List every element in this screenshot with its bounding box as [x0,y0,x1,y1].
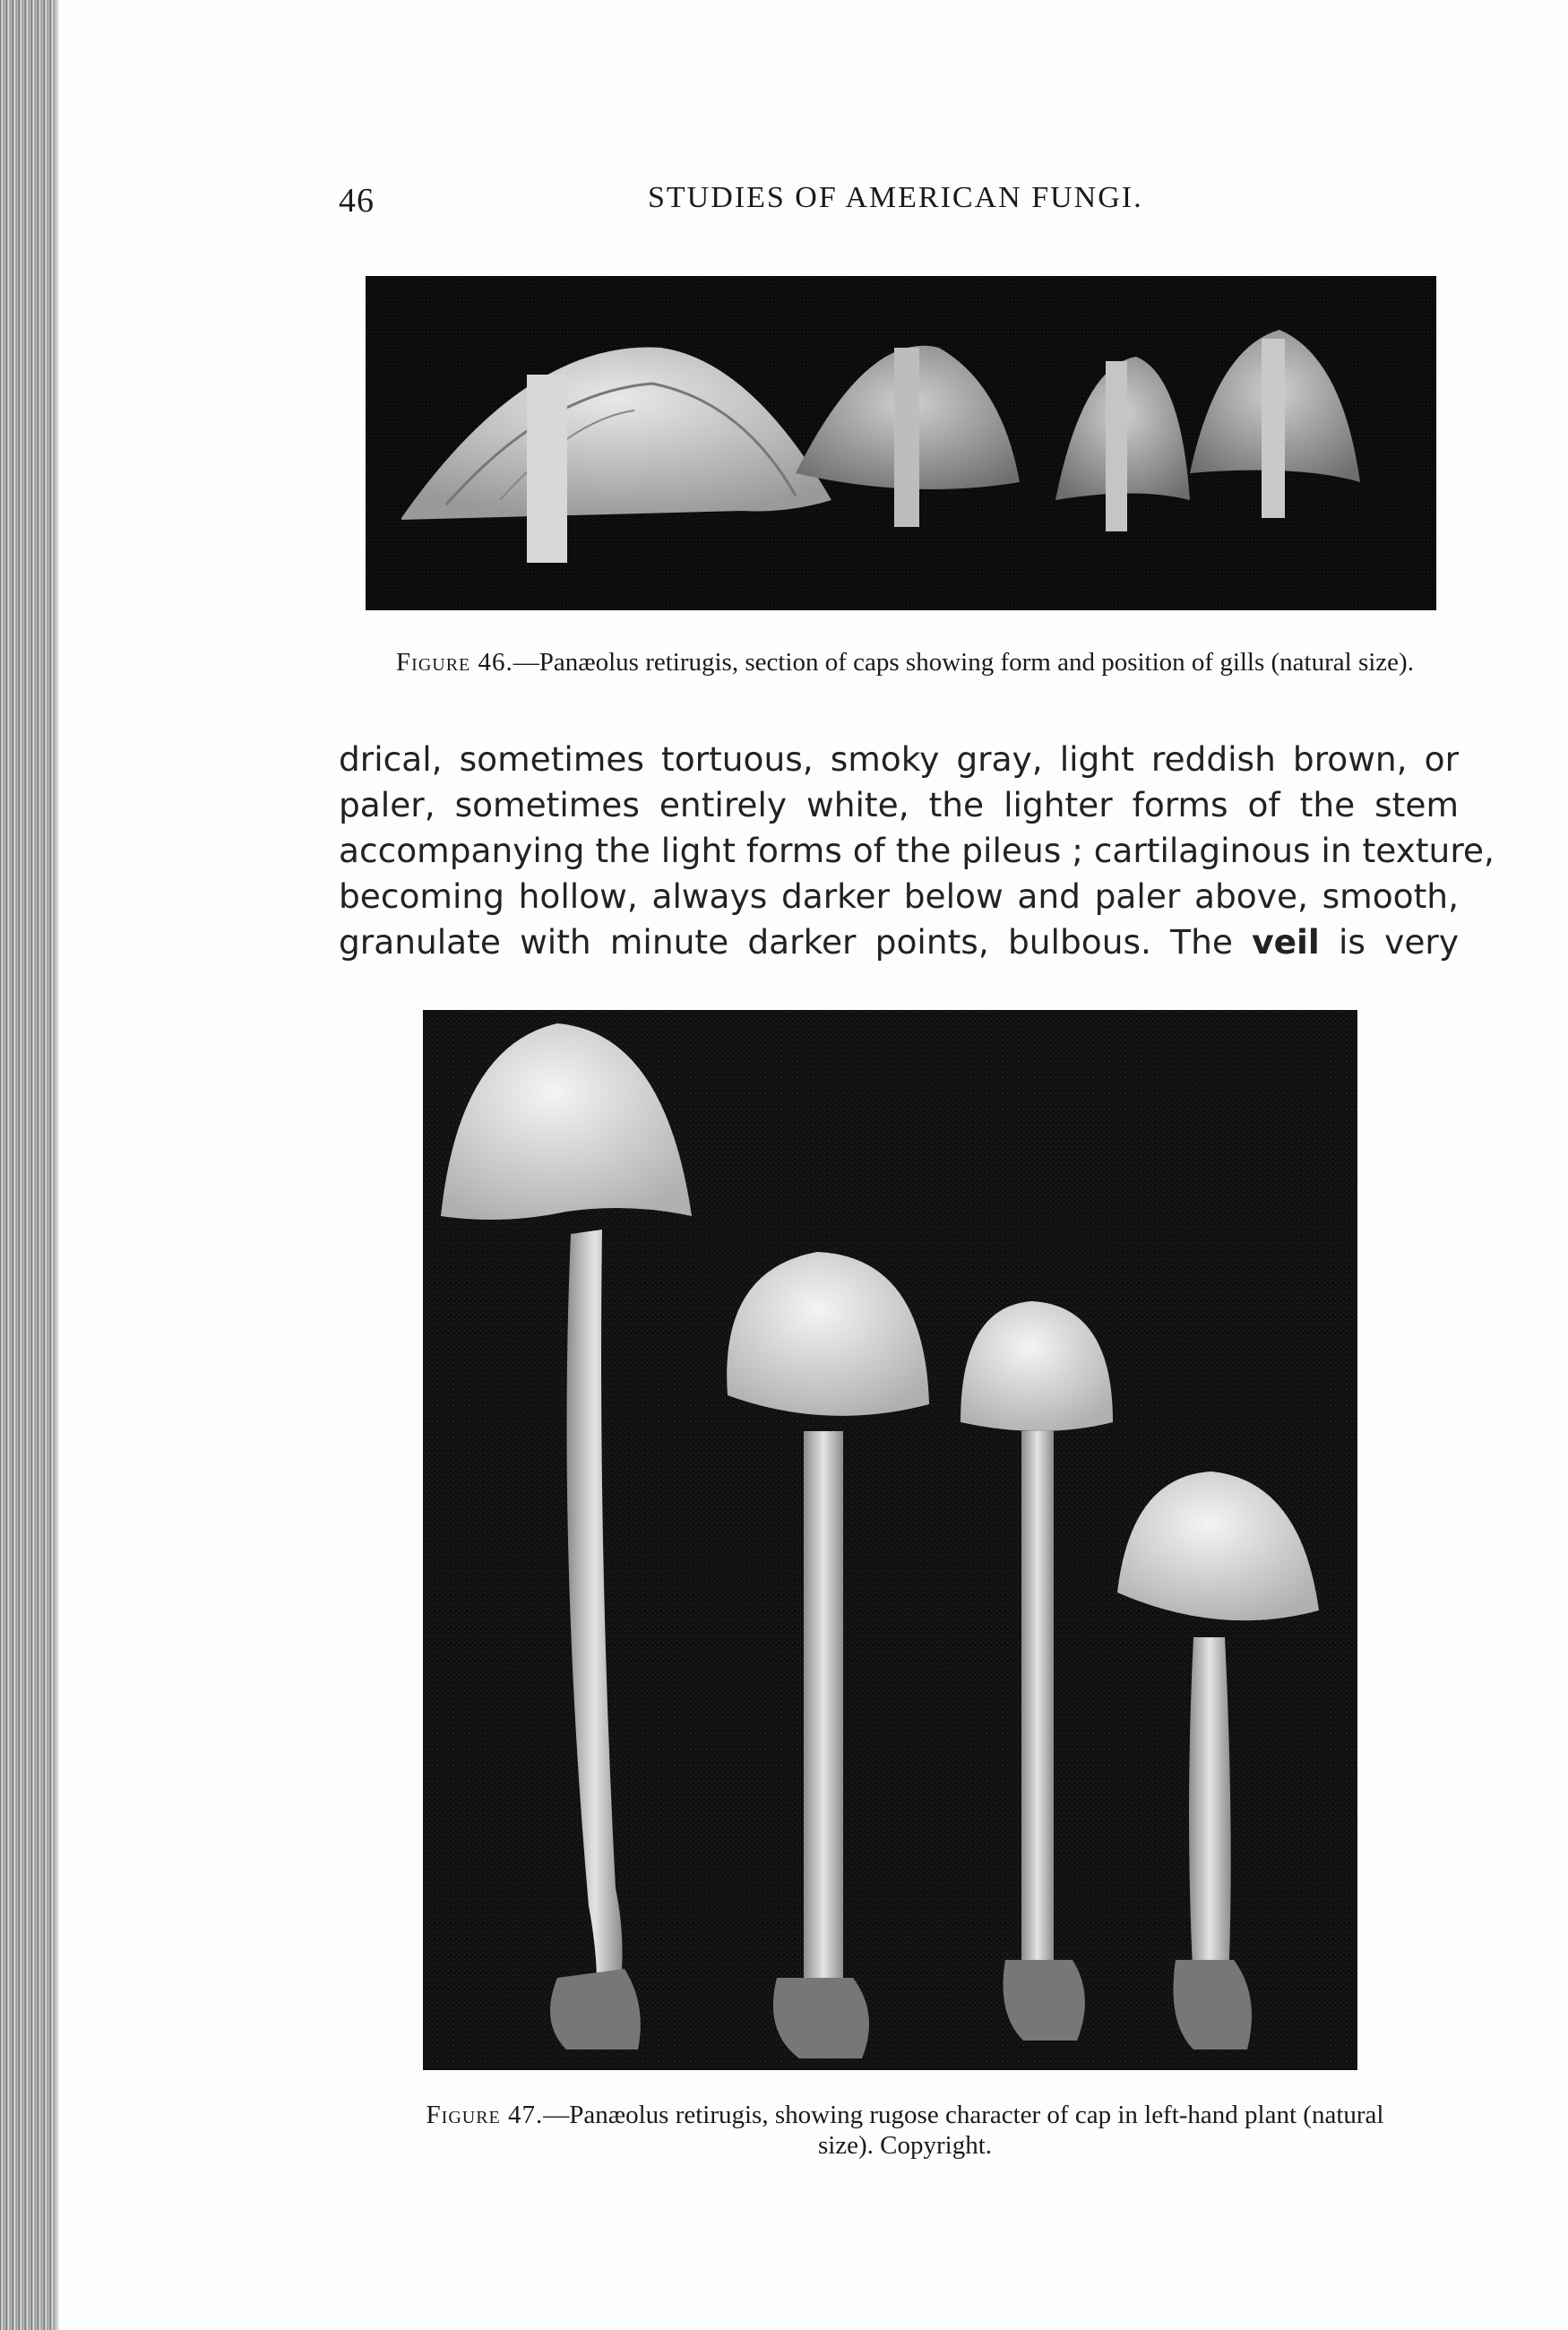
figure-47-caption [408,2100,1402,2161]
page-number: 46 [339,182,375,220]
figure-46-caption [367,647,1443,677]
running-head [339,181,1459,235]
body-line-5-bold-term: veil [1252,922,1320,962]
body-line-4: becoming hollow, always darker below and paler above, smooth, [339,876,1459,916]
book-title: STUDIES OF AMERICAN FUNGI. [648,181,1143,214]
figure-46-photo [366,276,1436,610]
figure-47-caption-lead: Figure 47. [426,2101,544,2129]
figure-46-caption-text: —Panæolus retirugis, section of caps showing form and position of gills (natural size). [513,648,1414,677]
body-paragraph [339,737,1495,965]
body-line-5-end: is very [1338,922,1460,962]
figure-46-caption-lead: Figure 46. [396,648,513,677]
figure-47-photo [423,1010,1357,2070]
binding-edge [56,0,59,2330]
body-line-1: drical, sometimes tortuous, smoky gray, light reddish brown, or [339,739,1459,779]
body-line-2: paler, sometimes entirely white, the lighter forms of the stem [339,785,1459,824]
body-line-3: accompanying the light forms of the pileus ; cartilaginous in texture, [339,831,1495,870]
figure-47-caption-text: —Panæolus retirugis, showing rugose character of cap in left-hand plant (natural size). Copyright. [543,2101,1384,2160]
binding-gutter [0,0,56,2330]
body-line-5 [339,919,1459,965]
body-line-5-start: granulate with minute darker points, bulbous. The [339,922,1233,962]
